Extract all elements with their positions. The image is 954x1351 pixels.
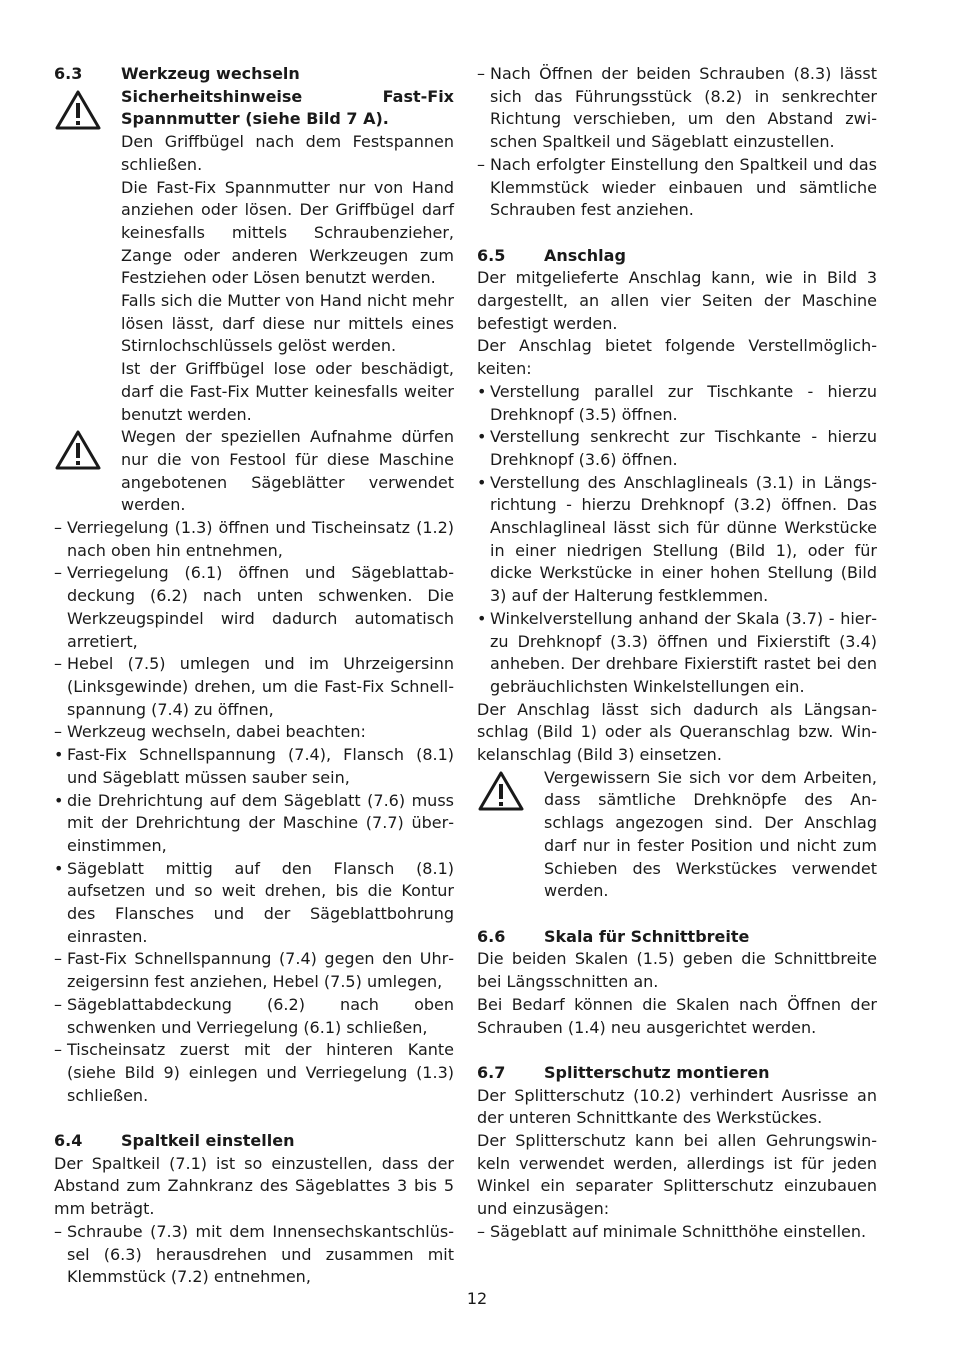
step-list	[54, 517, 454, 1107]
section-title: Skala für Schnittbreite	[544, 926, 750, 946]
list-item: – Verriegelung (1.3) öffnen und Tischeinsatz (1.2) nach oben hin entnehmen,	[54, 518, 454, 560]
paragraph: Die Fast-Fix Spannmutter nur von Hand anziehen oder lösen. Der Griffbügel darf keinesfalls mittels Schraubenzieher, Zange oder anderen Werkzeugen zum Festziehen oder Lösen benutzt werden.	[121, 177, 454, 288]
right-column	[477, 63, 877, 1244]
list-item: – Sägeblattabdeckung (6.2) nach oben schwenken und Verriegelung (6.1) schließen,	[54, 994, 454, 1037]
section-title: Splitterschutz montieren	[544, 1062, 770, 1082]
warning-triangle-icon	[54, 429, 102, 471]
section-number: 6.6	[477, 926, 506, 946]
step-list	[477, 63, 877, 222]
list-item: • Verstellung des Anschlaglineals (3.1) in Längsrichtung - hierzu Drehknopf (3.2) öffnen. Das Anschlaglineal lässt sich für dünne Werkstücke in einer niedrigen Stellung (Bild 1), oder für dicke Werkstücke in einer hohen Stellung (Bild 3) auf der Halterung festklemmen.	[477, 472, 877, 606]
list-item: • die Drehrichtung auf dem Sägeblatt (7.6) muss mit der Drehrichtung der Maschine (7.7) übereinstimmen,	[54, 790, 454, 855]
section-6-7-heading	[477, 1062, 877, 1085]
section-6-3-heading	[54, 63, 454, 86]
paragraph: Wegen der speziellen Aufnahme dürfen nur die von Festool für diese Maschine angebotenen Sägeblätter verwendet werden.	[121, 427, 454, 515]
list-item: – Schraube (7.3) mit dem Innensechskantschlüssel (6.3) herausdrehen und zusammen mit Klemmstück (7.2) entnehmen,	[54, 1221, 454, 1287]
paragraph: Falls sich die Mutter von Hand nicht mehr lösen lässt, darf diese nur mittels eines Stirnlochschlüssels gelöst werden.	[121, 291, 454, 356]
list-item: – Tischeinsatz zuerst mit der hinteren Kante (siehe Bild 9) einlegen und Verriegelung (1.3) schließen.	[54, 1040, 454, 1105]
list-item: • Winkelverstellung anhand der Skala (3.7) - hierzu Drehknopf (3.3) öffnen und Fixierstift (3.4) anheben. Der drehbare Fixierstift rastet bei den gebräuchlichsten Winkelstellungen ein.	[477, 608, 877, 696]
warning-triangle-icon	[477, 770, 525, 812]
paragraph: Der Splitterschutz (10.2) verhindert Ausrisse an der unteren Schnittkante des Werkstückes.	[477, 1085, 877, 1128]
warning-fence-knobs	[477, 767, 877, 903]
section-6-5-heading	[477, 245, 877, 268]
list-item: – Sägeblatt auf minimale Schnitthöhe einstellen.	[477, 1221, 867, 1241]
left-column	[54, 63, 454, 1289]
paragraph: Der Spaltkeil (7.1) ist so einzustellen, dass der Abstand zum Zahnkranz des Sägeblattes 3 bis 5 mm beträgt.	[54, 1153, 454, 1219]
list-item: – Werkzeug wechseln, dabei beachten:	[54, 722, 366, 742]
bullet-list	[477, 381, 877, 699]
list-item: • Fast-Fix Schnellspannung (7.4), Flansch (8.1) und Sägeblatt müssen sauber sein,	[54, 745, 454, 787]
list-item: – Nach erfolgter Einstellung den Spaltkeil und das Klemmstück wieder einbauen und sämtliche Schrauben fest anziehen.	[477, 154, 877, 220]
section-number: 6.4	[54, 1131, 83, 1151]
section-number: 6.3	[54, 64, 83, 83]
paragraph: Ist der Griffbügel lose oder beschädigt, darf die Fast-Fix Mutter keinesfalls weiter benutzt werden.	[121, 359, 454, 424]
section-title: Spaltkeil einstellen	[121, 1131, 295, 1151]
section-6-6-heading	[477, 926, 877, 949]
paragraph: Bei Bedarf können die Skalen nach Öffnen der Schrauben (1.4) neu ausgerichtet werden.	[477, 994, 877, 1037]
list-item: • Sägeblatt mittig auf den Flansch (8.1) aufsetzen und so weit drehen, bis die Kontur des Flansches und der Sägeblattbohrung einrasten.	[54, 858, 454, 946]
paragraph: Der Anschlag bietet folgende Verstellmöglichkeiten:	[477, 336, 877, 379]
section-title: Anschlag	[544, 245, 626, 265]
safety-warning-fast-fix	[54, 86, 454, 427]
paragraph: Die beiden Skalen (1.5) geben die Schnittbreite bei Längsschnitten an.	[477, 949, 877, 992]
section-number: 6.7	[477, 1062, 506, 1082]
page-number: 12	[466, 1289, 488, 1308]
list-item: – Fast-Fix Schnellspannung (7.4) gegen den Uhrzeigersinn fest anziehen, Hebel (7.5) umlegen,	[54, 949, 454, 992]
paragraph: Der Splitterschutz kann bei allen Gehrungswinkeln verwendet werden, allerdings ist für jeden Winkel ein separater Splitterschutz einzubauen und einzusägen:	[477, 1131, 877, 1219]
section-6-4-heading	[54, 1130, 454, 1153]
paragraph: Der Anschlag lässt sich dadurch als Längsanschlag (Bild 1) oder als Queranschlag bzw. Winkelanschlag (Bild 3) einsetzen.	[477, 699, 877, 765]
paragraph: Den Griffbügel nach dem Festspannen schließen.	[121, 132, 454, 174]
list-item: – Hebel (7.5) umlegen und im Uhrzeigersinn (Linksgewinde) drehen, um die Fast-Fix Schnellspannung (7.4) zu öffnen,	[54, 654, 454, 719]
list-item: • Verstellung senkrecht zur Tischkante - hierzu Drehknopf (3.6) öffnen.	[477, 427, 877, 469]
list-item: – Nach Öffnen der beiden Schrauben (8.3) lässt sich das Führungsstück (8.2) in senkrechter Richtung verschieben, um den Abstand zwischen Spaltkeil und Sägeblatt einzustellen.	[477, 64, 877, 152]
step-list	[54, 1221, 454, 1289]
warning-triangle-icon	[54, 89, 102, 131]
paragraph: Vergewissern Sie sich vor dem Arbeiten, dass sämtliche Drehknöpfe des Anschlags angezogen sind. Der Anschlag darf nur in fester Position und nicht zum Schieben des Werkstückes verwendet werden.	[544, 767, 877, 901]
warning-saw-blades	[54, 426, 454, 517]
paragraph: Der mitgelieferte Anschlag kann, wie in Bild 3 dargestellt, an allen vier Seiten der Maschine befestigt werden.	[477, 268, 877, 333]
section-title: Werkzeug wechseln	[121, 64, 300, 83]
safety-subtitle: Sicherheitshinweise Fast-Fix Spannmutter (siehe Bild 7 A).	[121, 86, 454, 129]
list-item: – Verriegelung (6.1) öffnen und Sägeblattabdeckung (6.2) nach unten schwenken. Die Werkzeugspindel wird dadurch automatisch arretiert,	[54, 563, 454, 651]
step-list	[477, 1221, 877, 1244]
section-number: 6.5	[477, 245, 506, 265]
list-item: • Verstellung parallel zur Tischkante - hierzu Drehknopf (3.5) öffnen.	[477, 381, 877, 424]
